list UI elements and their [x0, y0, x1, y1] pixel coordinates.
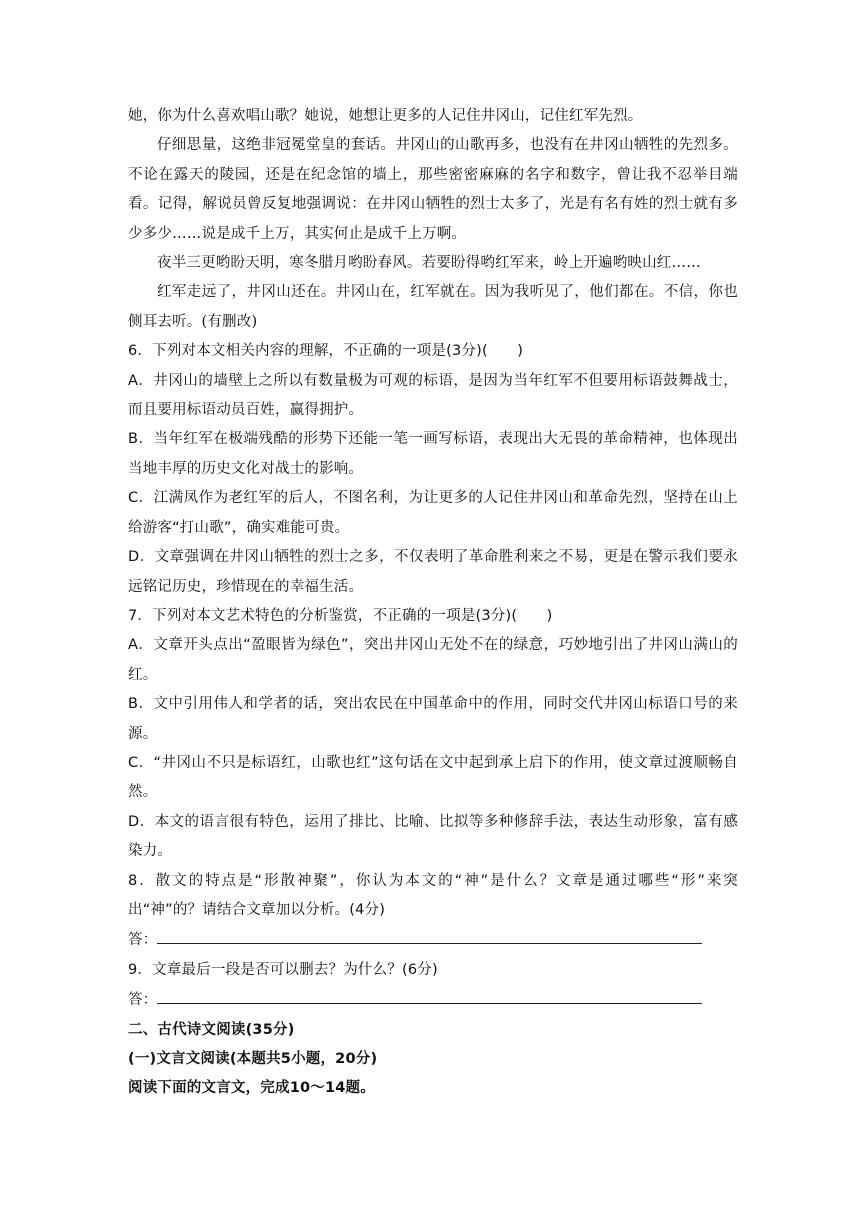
answer-label: 答：: [128, 932, 158, 949]
question-8-answer-line: [128, 925, 738, 955]
question-6-stem: 6．下列对本文相关内容的理解，不正确的一项是(3分)( ): [128, 343, 524, 360]
question-8-stem: 8．散文的特点是“形散神聚”，你认为本文的“神”是什么？文章是通过哪些“形”来突出“神”的？请结合文章加以分析。(4分): [128, 872, 738, 918]
passage-song-lyrics: 夜半三更哟盼天明，寒冬腊月哟盼春风。若要盼得哟红军来，岭上开遍哟映山红……: [157, 255, 701, 272]
question-6-option-c: C．江满凤作为老红军的后人，不图名利，为让更多的人记住井冈山和革命先烈，坚持在山上给游客“打山歌”，确实难能可贵。: [128, 490, 738, 536]
subsection-heading: (一)文言文阅读(本题共5小题，20分): [128, 1051, 378, 1067]
question-6-option-a: A．井冈山的墙壁上之所以有数量极为可观的标语，是因为当年红军不但要用标语鼓舞战士，而且要用标语动员百姓，赢得拥护。: [128, 372, 738, 419]
question-9-stem: 9．文章最后一段是否可以删去？为什么？(6分): [128, 961, 438, 978]
section-heading: 二、古代诗文阅读(35分): [128, 1021, 295, 1038]
passage-paragraph-2: 仔细思量，这绝非冠冕堂皇的套话。井冈山的山歌再多，也没有在井冈山牺牲的先烈多。不论在露天的陵园，还是在纪念馆的墙上，那些密密麻麻的名字和数字，曾让我不忍举目端看。记得，解说员曾反复地强调说：在井冈山牺牲的烈士太多了，光是有名有姓的烈士就有多少多少……说是成千上万，其实何止是成千上万啊。: [128, 137, 738, 242]
question-7-stem: 7．下列对本文艺术特色的分析鉴赏，不正确的一项是(3分)( ): [128, 607, 553, 624]
question-7-option-d: D．本文的语言很有特色，运用了排比、比喻、比拟等多种修辞手法，表达生动形象，富有感染力。: [128, 813, 738, 860]
answer-blank[interactable]: [157, 985, 702, 1004]
question-7-option-b: B．文中引用伟人和学者的话，突出农民在中国革命中的作用，同时交代井冈山标语口号的来源。: [128, 696, 738, 742]
question-6-option-b: B．当年红军在极端残酷的形势下还能一笔一画写标语，表现出大无畏的革命精神，也体现出当地丰厚的历史文化对战士的影响。: [128, 431, 738, 477]
question-7-option-c: C．“井冈山不只是标语红，山歌也红”这句话在文中起到承上启下的作用，使文章过渡顺畅自然。: [128, 754, 738, 801]
answer-label: 答：: [128, 992, 158, 1009]
passage-paragraph-1: 她，你为什么喜欢唱山歌？她说，她想让更多的人记住井冈山，记住红军先烈。: [128, 108, 643, 124]
passage-paragraph-last: 红军走远了，井冈山还在。井冈山在，红军就在。因为我听见了，他们都在。不信，你也侧耳去听。(有删改): [128, 284, 738, 330]
question-9-answer-line: [128, 985, 738, 1015]
answer-blank[interactable]: [157, 925, 702, 944]
reading-instruction: 阅读下面的文言文，完成10～14题。: [128, 1080, 375, 1097]
question-7-option-a: A．文章开头点出“盈眼皆为绿色”，突出井冈山无处不在的绿意，巧妙地引出了井冈山满山的红。: [128, 637, 738, 683]
question-6-option-d: D．文章强调在井冈山牺牲的烈士之多，不仅表明了革命胜利来之不易，更是在警示我们要永远铭记历史，珍惜现在的幸福生活。: [128, 549, 738, 595]
